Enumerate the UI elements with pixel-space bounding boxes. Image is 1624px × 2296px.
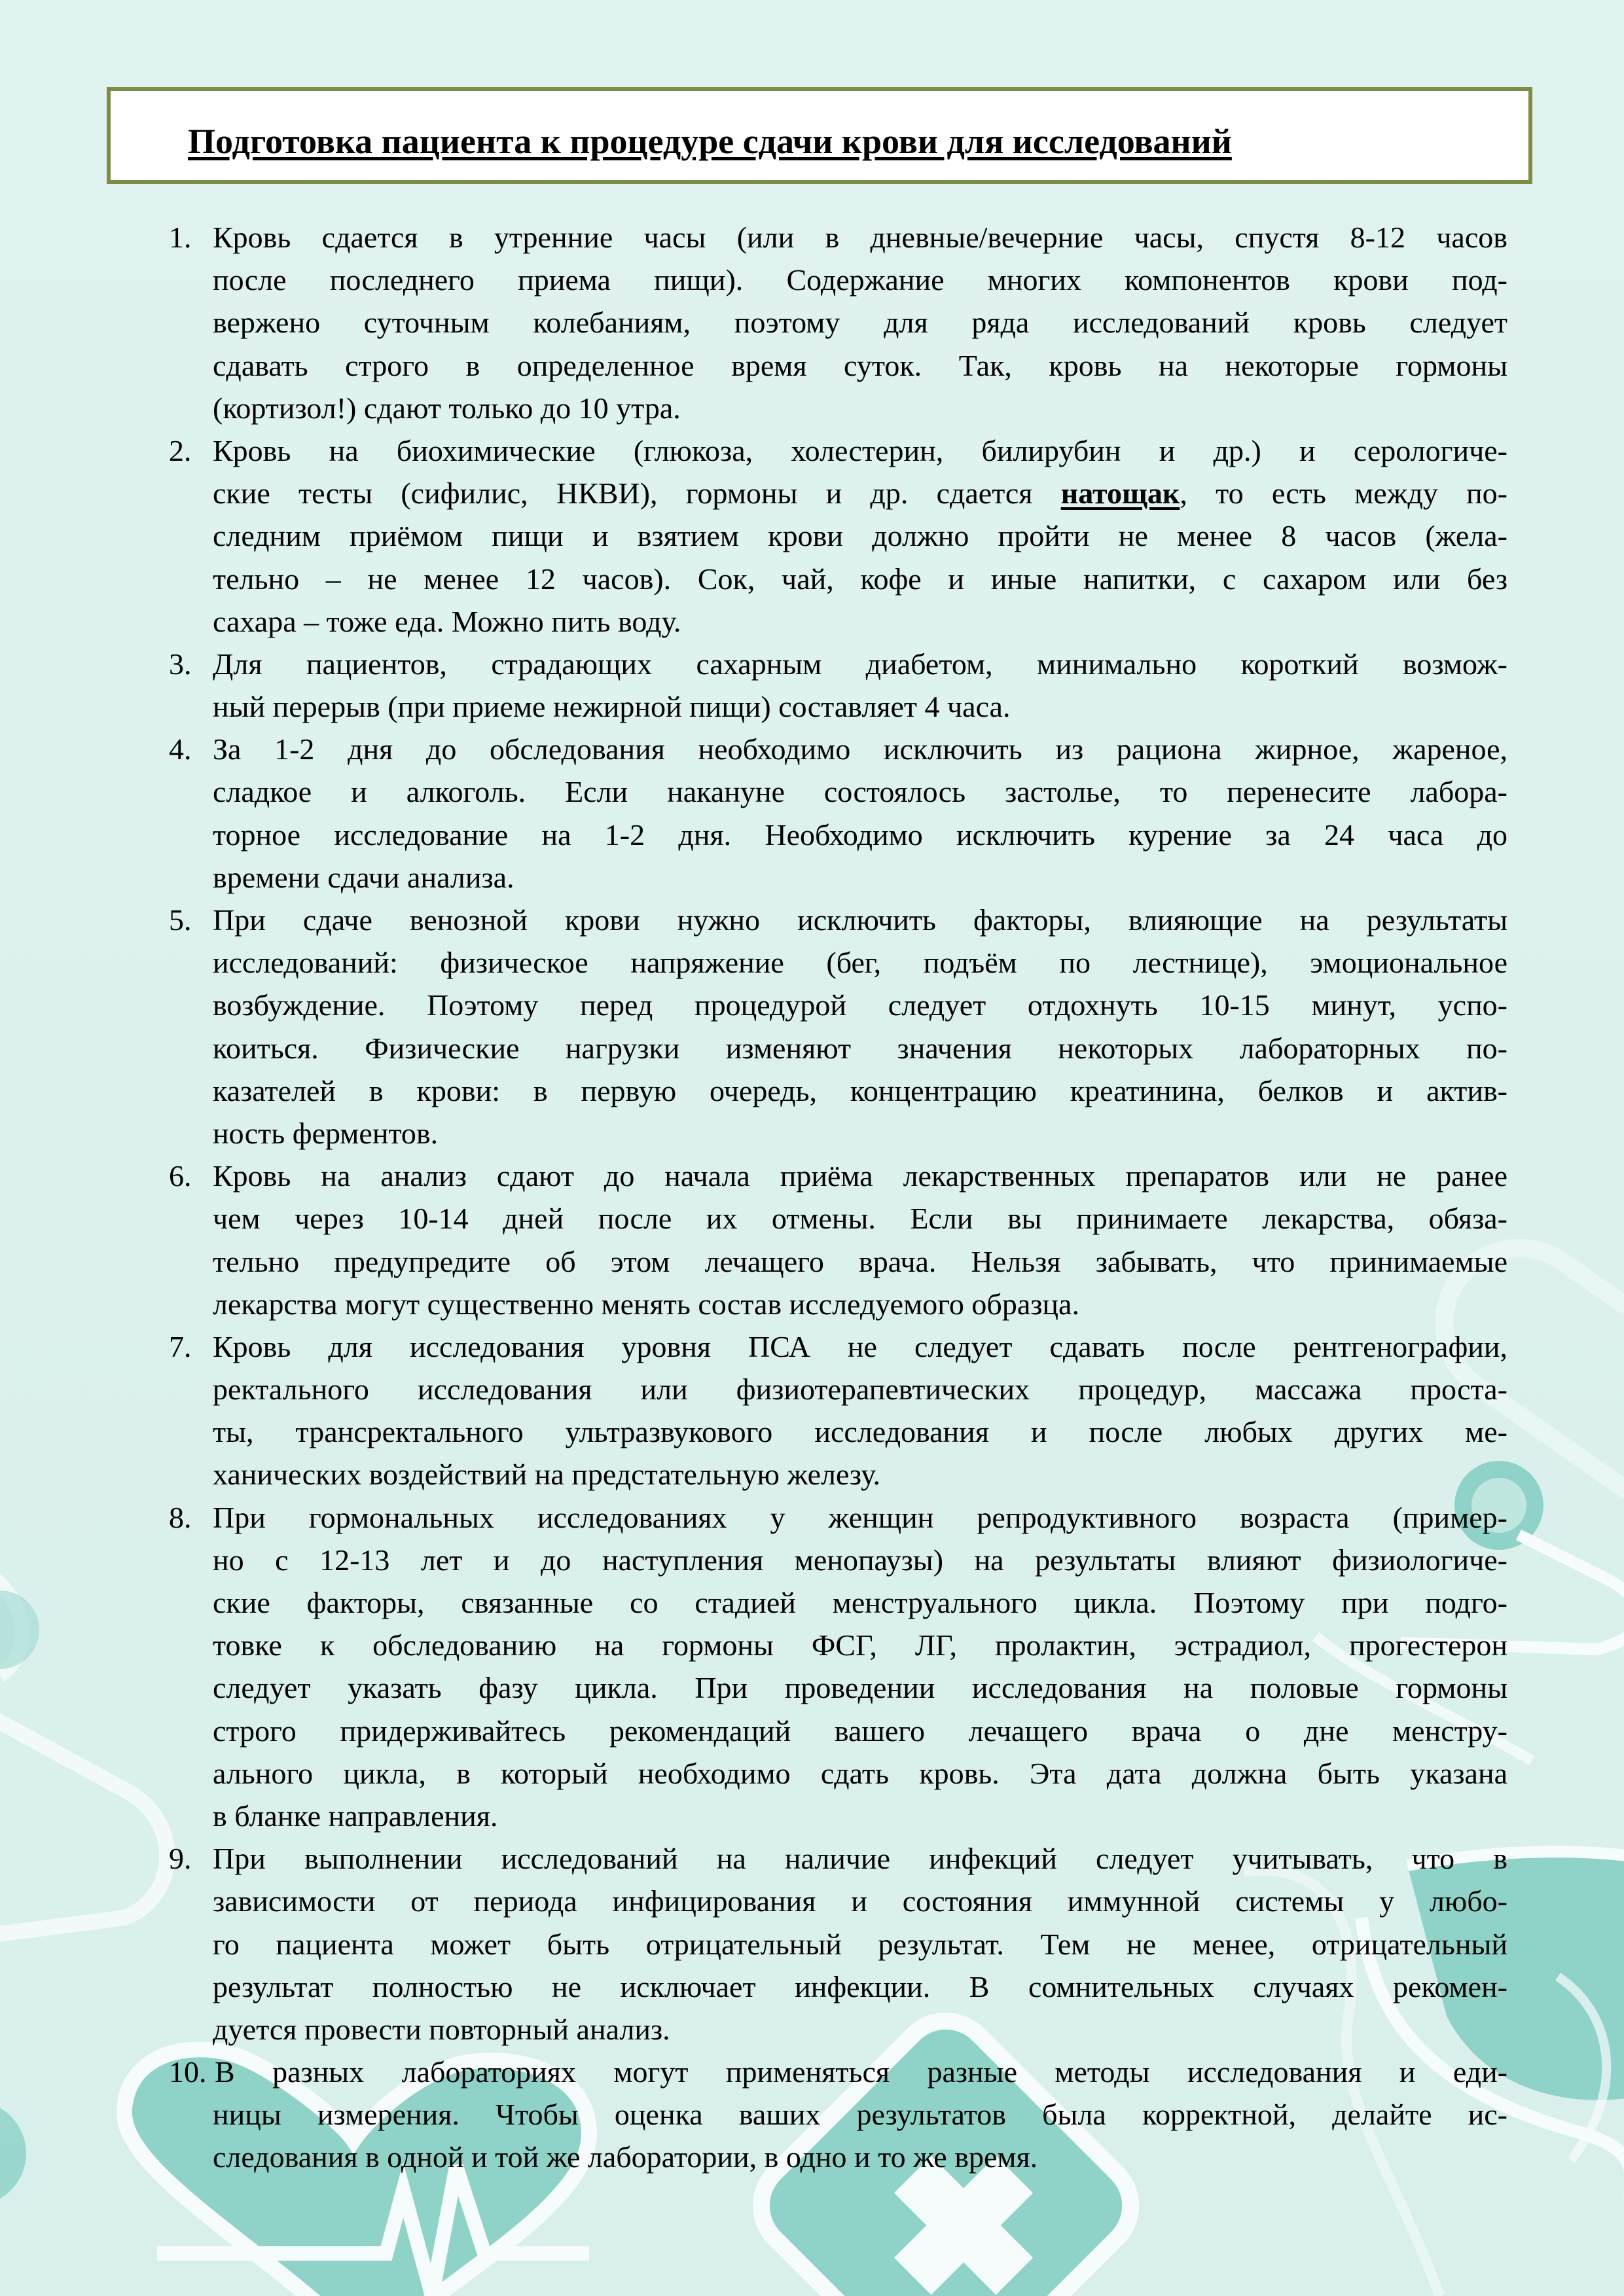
item-text-line: го пациента может быть отрицательный результат. Тем не менее, отрицательный <box>213 1927 1507 1961</box>
item-text-line: результат полностью не исключает инфекции. В сомнительных случаях рекомен- <box>213 1969 1507 2003</box>
item-text-line: тельно предупредите об этом лечащего врача. Нельзя забывать, что принимаемые <box>213 1244 1507 1278</box>
item-text-line: дуется провести повторный анализ. <box>213 2012 670 2046</box>
item-text-line: В разных лабораториях могут применяться разные методы исследования и еди- <box>215 2055 1507 2089</box>
item-number: 4. <box>169 732 192 766</box>
item-text-line: возбуждение. Поэтому перед процедурой следует отдохнуть 10-15 минут, успо- <box>213 988 1507 1022</box>
item-text-line <box>169 472 1507 514</box>
item-text-line: ректального исследования или физиотерапевтических процедур, массажа проста- <box>213 1372 1507 1407</box>
item-text-line: Кровь на биохимические (глюкоза, холестерин, билирубин и др.) и серологиче- <box>213 433 1507 467</box>
item-number: 2. <box>169 433 192 467</box>
item-text-line: Кровь на анализ сдают до начала приёма лекарственных препаратов или не ранее <box>213 1159 1507 1193</box>
instructions-list <box>169 216 1507 2179</box>
item-text-line: следования в одной и той же лаборатории, в одно и то же время. <box>213 2140 1038 2174</box>
item-text-line: ального цикла, в который необходимо сдать кровь. Эта дата должна быть указана <box>213 1756 1507 1790</box>
item-text-line: лекарства могут существенно менять состав исследуемого образца. <box>213 1287 1079 1321</box>
item-text-line: При гормональных исследованиях у женщин репродуктивного возраста (пример- <box>213 1500 1507 1534</box>
item-number: 3. <box>169 647 192 681</box>
item-text-line: исследований: физическое напряжение (бег, подъём по лестнице), эмоциональное <box>213 946 1507 980</box>
item-text-line: после последнего приема пищи). Содержание многих компонентов крови под- <box>213 263 1507 297</box>
item-number: 10. <box>169 2055 207 2089</box>
item-text-line: зависимости от периода инфицирования и состояния иммунной системы у любо- <box>213 1884 1507 1918</box>
item-number: 6. <box>169 1159 192 1193</box>
item-text-line: сдавать строго в определенное время суток. Так, кровь на некоторые гормоны <box>213 348 1507 382</box>
emphasis-word: натощак <box>1060 476 1180 511</box>
item-text-line: товке к обследованию на гормоны ФСГ, ЛГ, пролактин, эстрадиол, прогестерон <box>213 1628 1507 1662</box>
list-item <box>169 1496 1507 1838</box>
item-text-line: Для пациентов, страдающих сахарным диабетом, минимально короткий возмож- <box>213 647 1507 681</box>
item-text-line: За 1-2 дня до обследования необходимо исключить из рациона жирное, жареное, <box>213 732 1507 766</box>
list-item <box>169 728 1507 899</box>
item-text-line: но с 12-13 лет и до наступления менопаузы) на результаты влияют физиологиче- <box>213 1543 1507 1577</box>
item-text-line: ты, трансректального ультразвукового исследования и после любых других ме- <box>213 1415 1507 1449</box>
page-title: Подготовка пациента к процедуре сдачи крови для исследований <box>188 122 1232 161</box>
item-text-line: в бланке направления. <box>213 1799 498 1833</box>
item-text-line: При выполнении исследований на наличие инфекций следует учитывать, что в <box>213 1842 1507 1876</box>
item-number: 9. <box>169 1842 192 1876</box>
text-segment: , то есть между по- <box>1180 476 1507 511</box>
item-text-line: (кортизол!) сдают только до 10 утра. <box>213 391 681 425</box>
item-text-line: Кровь сдается в утренние часы (или в дневные/вечерние часы, спустя 8-12 часов <box>213 221 1507 254</box>
title-box <box>107 87 1532 184</box>
item-text-line: ность ферментов. <box>213 1116 439 1150</box>
item-number: 8. <box>169 1500 192 1534</box>
list-item <box>169 643 1507 728</box>
list-item <box>169 899 1507 1155</box>
item-text-line: ские факторы, связанные со стадией менструального цикла. Поэтому при подго- <box>213 1586 1507 1619</box>
item-text-line: строго придерживайтесь рекомендаций вашего лечащего врача о дне менстру- <box>213 1713 1507 1748</box>
item-number: 7. <box>169 1329 192 1363</box>
item-text-line: сахара – тоже еда. Можно пить воду. <box>213 604 681 638</box>
list-item <box>169 1837 1507 2051</box>
list-item <box>169 1155 1507 1325</box>
item-text-line: коиться. Физические нагрузки изменяют значения некоторых лабораторных по- <box>213 1031 1507 1065</box>
item-text-line: чем через 10-14 дней после их отмены. Если вы принимаете лекарства, обяза- <box>213 1202 1507 1236</box>
item-text-line: тельно – не менее 12 часов). Сок, чай, кофе и иные напитки, с сахаром или без <box>213 562 1507 596</box>
item-text-line: Кровь для исследования уровня ПСА не следует сдавать после рентгенографии, <box>213 1329 1507 1363</box>
list-item <box>169 2051 1507 2179</box>
list-item <box>169 429 1507 643</box>
item-text-line: вержено суточным колебаниям, поэтому для ряда исследований кровь следует <box>213 306 1507 340</box>
item-number: 5. <box>169 903 192 937</box>
item-text-line: казателей в крови: в первую очередь, концентрацию креатинина, белков и актив- <box>213 1073 1507 1107</box>
item-text-line: времени сдачи анализа. <box>213 860 514 894</box>
item-number: 1. <box>169 221 192 254</box>
item-text-line: ханических воздействий на предстательную железу. <box>213 1458 881 1492</box>
list-item <box>169 1325 1507 1496</box>
item-text-line: ницы измерения. Чтобы оценка ваших результатов была корректной, делайте ис- <box>213 2098 1507 2132</box>
item-text-line: торное исследование на 1-2 дня. Необходимо исключить курение за 24 часа до <box>213 817 1507 852</box>
item-text-line: сладкое и алкоголь. Если накануне состоялось застолье, то перенесите лабора- <box>213 775 1507 809</box>
item-text-line: следним приёмом пищи и взятием крови должно пройти не менее 8 часов (жела- <box>213 519 1507 553</box>
item-text-line: следует указать фазу цикла. При проведении исследования на половые гормоны <box>213 1671 1507 1705</box>
list-item <box>169 216 1507 429</box>
item-text-line: При сдаче венозной крови нужно исключить факторы, влияющие на результаты <box>213 903 1507 937</box>
item-text-line: ный перерыв (при приеме нежирной пищи) составляет 4 часа. <box>213 690 1011 724</box>
text-segment: ские тесты (сифилис, НКВИ), гормоны и др. сдается <box>213 476 1061 511</box>
